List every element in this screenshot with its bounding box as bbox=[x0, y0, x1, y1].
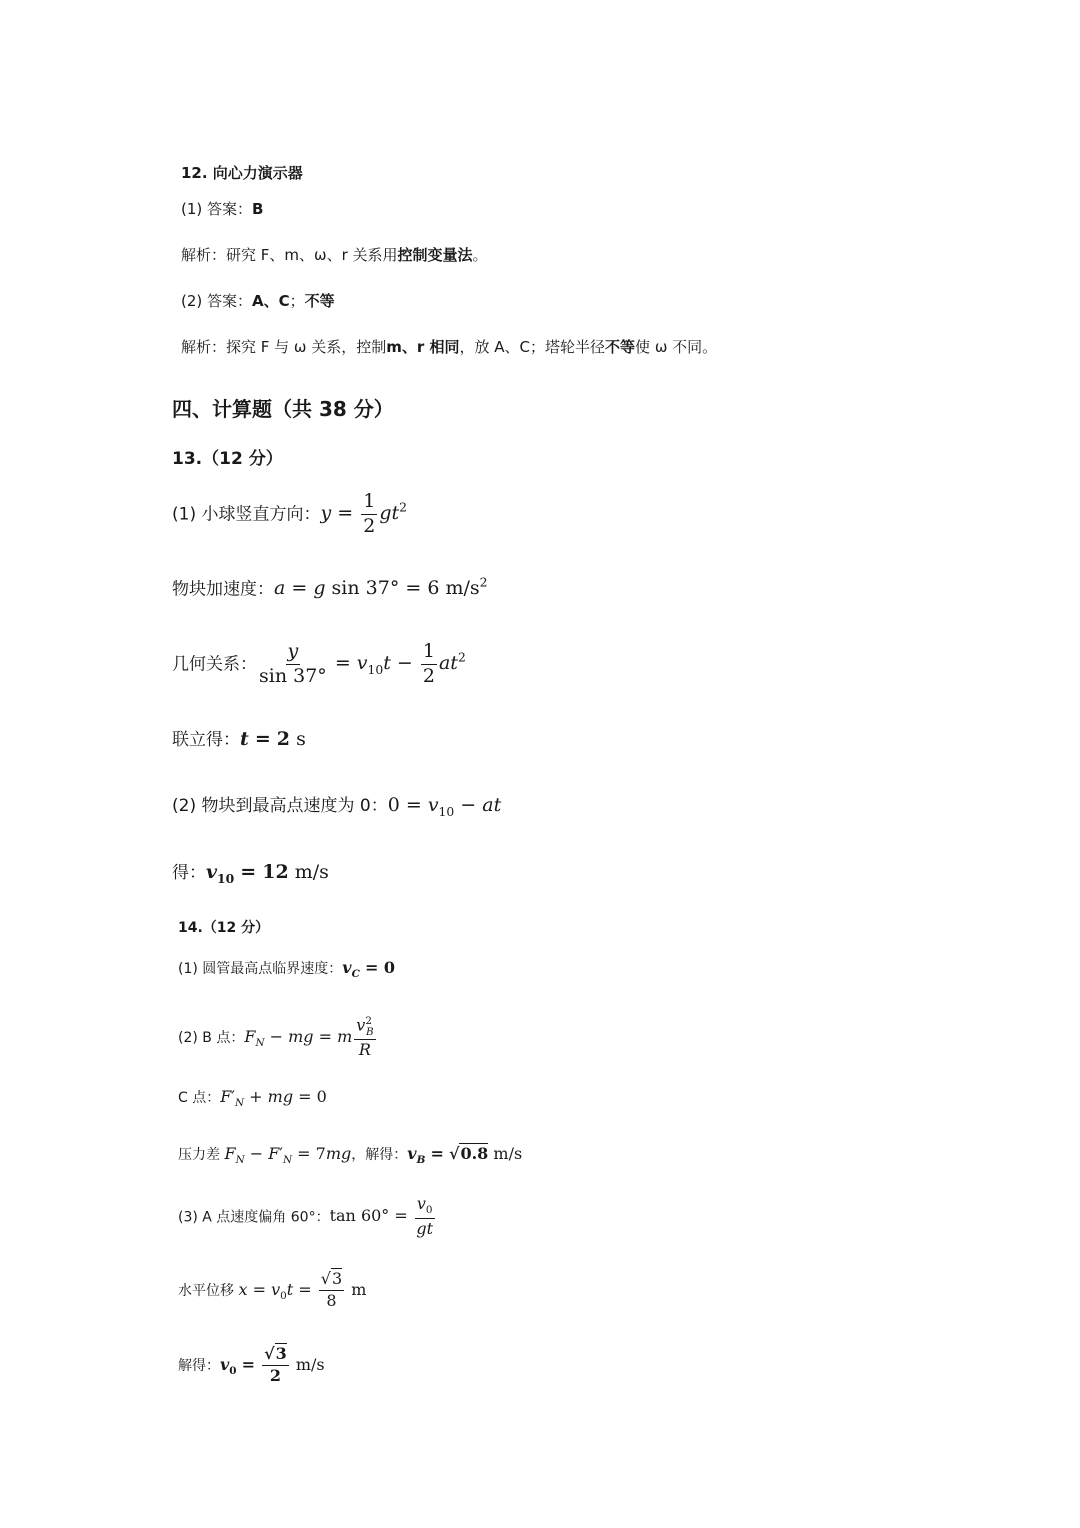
q12-part2-answer bbox=[181, 294, 335, 309]
q13-line1 bbox=[172, 492, 407, 537]
q14-line3-label: C 点： bbox=[178, 1090, 221, 1106]
q13-line6 bbox=[172, 863, 329, 885]
q12-part1-expl-prefix: 解析：研究 F、m、ω、r 关系用 bbox=[181, 246, 398, 264]
q13-line1-formula: y = $\frac{1}{2}$ $gt^2$ bbox=[320, 490, 407, 537]
q13-line4 bbox=[172, 730, 306, 749]
q14-line5-label: (3) A 点速度偏角 60°： bbox=[178, 1209, 330, 1226]
q12-part2-expl-d: 不等 bbox=[605, 338, 636, 356]
q12-part2-expl-a: 解析：探究 F 与 ω 关系，控制 bbox=[181, 338, 387, 356]
q13-line2-label: 物块加速度： bbox=[172, 579, 274, 600]
q12-part1-answer-label: (1) 答案： bbox=[181, 200, 253, 218]
q12-title: 12. 向心力演示器 bbox=[181, 164, 303, 182]
q14-line4-value: 0.8 bbox=[460, 1144, 489, 1163]
section4-title: 四、计算题（共 38 分） bbox=[172, 397, 394, 421]
q13-line3-formula: $\frac{y}{\sin 37^\circ}$ = $v_{10}t$ − $\frac{1}{2}$ $at^2$ bbox=[259, 640, 466, 687]
q12-part2-answer-value-2: 不等 bbox=[304, 292, 335, 310]
q14-line7-formula: $v_0$ = $\frac{√3}{2}$ m/s bbox=[220, 1344, 325, 1385]
q14-line2 bbox=[178, 1016, 378, 1059]
q13-line5 bbox=[172, 796, 501, 818]
q14-title: 14.（12 分） bbox=[178, 920, 270, 936]
q14-line4-label: 压力差 bbox=[178, 1147, 225, 1163]
q14-line1-formula: $v_C = 0$ bbox=[342, 958, 396, 981]
q12-part1-explanation bbox=[181, 248, 488, 263]
q12-part2-expl-b: m、r 相同 bbox=[386, 338, 460, 356]
q14-line3 bbox=[178, 1089, 327, 1109]
q14-line6 bbox=[178, 1271, 366, 1310]
q14-line6-label: 水平位移 bbox=[178, 1282, 239, 1299]
q14-line6-formula: $x = v_0t$ = $\frac{√3}{8}$ m bbox=[238, 1269, 367, 1310]
q13-line3-label: 几何关系： bbox=[172, 654, 257, 675]
q14-line7-label: 解得： bbox=[178, 1357, 220, 1374]
q14-line5-formula: tan 60° = $\frac{v_0}{gt}$ bbox=[329, 1194, 434, 1239]
q12-part1-expl-bold: 控制变量法 bbox=[397, 246, 473, 264]
q13-line2-value: 6 bbox=[427, 577, 440, 600]
q13-line4-label: 联立得： bbox=[172, 730, 240, 750]
q14-line4-mid: ，解得： bbox=[351, 1147, 408, 1163]
q13-line4-value: 2 bbox=[276, 728, 291, 750]
q12-part2-answer-value: A、C bbox=[252, 292, 290, 310]
q13-line4-formula: t = 2 s bbox=[240, 728, 306, 750]
q12-part1-answer-value: B bbox=[252, 200, 264, 218]
q12-part2-answer-label: (2) 答案： bbox=[181, 292, 253, 310]
q13-line6-value: 12 bbox=[262, 861, 289, 883]
q14-line7 bbox=[178, 1346, 325, 1385]
q12-part2-expl-c: ，放 A、C；塔轮半径 bbox=[459, 338, 606, 356]
q13-line2-formula: a = g sin 37° = 6 $m/s^2$ bbox=[274, 576, 488, 600]
q12-part2-answer-sep: ； bbox=[289, 292, 305, 310]
q14-line4-formula-a: $F_N - F'_N = 7mg$ bbox=[224, 1144, 352, 1167]
q13-line5-formula: $0 = v_{10}$ − at bbox=[387, 794, 502, 819]
q12-part2-explanation bbox=[181, 340, 717, 355]
q14-line1 bbox=[178, 960, 395, 980]
q14-line5 bbox=[178, 1196, 437, 1238]
q12-part1-answer bbox=[181, 202, 263, 217]
q13-line2 bbox=[172, 577, 488, 598]
q13-line6-formula: $v_{10} = 12$ m/s bbox=[206, 861, 329, 886]
q13-line5-label: (2) 物块到最高点速度为 0： bbox=[172, 796, 388, 816]
q14-line2-formula: $F_N$ − mg = m $\frac{v^2_B}{R}$ bbox=[244, 1015, 374, 1060]
q14-line3-formula: $F'_N$ + mg = 0 bbox=[220, 1087, 327, 1110]
q13-line1-label: (1) 小球竖直方向： bbox=[172, 504, 321, 525]
q14-line1-label: (1) 圆管最高点临界速度： bbox=[178, 961, 343, 977]
q13-line6-label: 得： bbox=[172, 863, 206, 883]
q12-part1-expl-suffix: 。 bbox=[472, 246, 488, 264]
q12-part2-expl-e: 使 ω 不同。 bbox=[635, 338, 718, 356]
q13-title: 13.（12 分） bbox=[172, 449, 283, 469]
q13-line3 bbox=[172, 642, 466, 687]
q14-line4 bbox=[178, 1146, 522, 1166]
q14-line2-label: (2) B 点： bbox=[178, 1030, 245, 1047]
q14-line4-formula-b: $v_B = √0.8$ m/s bbox=[407, 1144, 523, 1167]
